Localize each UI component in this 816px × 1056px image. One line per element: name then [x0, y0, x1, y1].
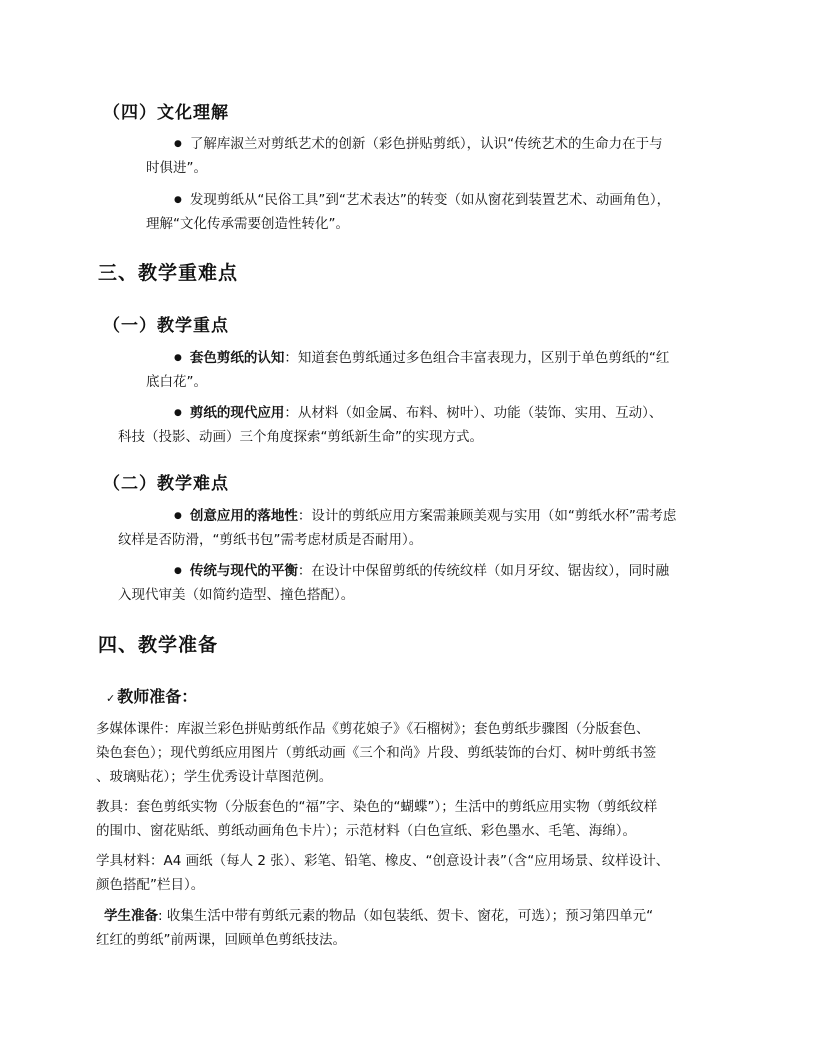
bullet-icon: ● — [174, 511, 182, 521]
term-label: 套色剪纸的认知 — [189, 350, 285, 366]
list-item: ● 剪纸的现代应用：从材料（如金属、布料、树叶）、功能（装饰、实用、互动）、 — [174, 405, 663, 421]
list-item: ● 发现剪纸从“民俗工具”到“艺术表达”的转变（如从窗花到装置艺术、动画角色）， — [174, 192, 671, 208]
list-item-continuation: 入现代审美（如简约造型、撞色搭配）。 — [118, 587, 355, 603]
paragraph-teaching-aids: 教具：套色剪纸实物（分版套色的“福”字、染色的“蝴蝶”）；生活中的剪纸应用实物（剪纸纹样 的围巾、窗花贴纸、剪纸动画角色卡片）；示范材料（白色宣纸、彩色墨水、毛笔、海绵）。 — [96, 799, 658, 839]
paragraph-student-materials: 学具材料：A4 画纸（每人 2 张）、彩笔、铅笔、橡皮、“创意设计表”（含“应用场景、纹样设计、 颜色搭配”栏目）。 — [96, 853, 670, 893]
section-heading-culture: （四）文化理解 — [103, 103, 229, 123]
section-heading-key-points: 三、教学重难点 — [98, 262, 239, 284]
section-heading-preparation: 四、教学准备 — [98, 634, 219, 656]
bullet-icon: ● — [174, 195, 182, 205]
list-item: ● 套色剪纸的认知：知道套色剪纸通过多色组合丰富表现力，区别于单色剪纸的“红 — [174, 350, 670, 366]
bullet-icon: ● — [174, 139, 182, 149]
bullet-icon: ● — [174, 408, 182, 418]
teacher-prep-heading: ✓ 教师准备： — [106, 687, 198, 706]
bullet-icon: ● — [174, 566, 182, 576]
paragraph-student-prep: 学生准备: 收集生活中带有剪纸元素的物品（如包装纸、贺卡、窗花，可选）；预习第四单元“ 红红的剪纸”前两课，回顾单色剪纸技法。 — [96, 908, 654, 948]
term-label: 剪纸的现代应用 — [189, 405, 285, 421]
list-item-continuation: 纹样是否防滑，“剪纸书包”需考虑材质是否耐用）。 — [118, 532, 423, 548]
list-item-continuation: 底白花”。 — [146, 374, 207, 390]
check-icon: ✓ — [106, 692, 116, 705]
list-item: ● 了解库淑兰对剪纸艺术的创新（彩色拼贴剪纸），认识“传统艺术的生命力在于与 — [174, 136, 663, 152]
subsection-heading-key: （一）教学重点 — [103, 316, 229, 336]
list-item-continuation: 时俱进”。 — [146, 160, 207, 176]
term-label: 创意应用的落地性 — [189, 508, 298, 524]
list-item: ● 创意应用的落地性：设计的剪纸应用方案需兼顾美观与实用（如“剪纸水杯”需考虑 — [174, 508, 677, 524]
bullet-icon: ● — [174, 353, 182, 363]
subsection-heading-difficulty: （二）教学难点 — [103, 474, 229, 494]
term-label: 传统与现代的平衡 — [189, 563, 298, 579]
list-item-continuation: 理解“文化传承需要创造性转化”。 — [146, 216, 349, 232]
list-item-continuation: 科技（投影、动画）三个角度探索“剪纸新生命”的实现方式。 — [118, 429, 483, 445]
student-prep-label: 学生准备 — [104, 908, 158, 924]
paragraph-multimedia: 多媒体课件：库淑兰彩色拼贴剪纸作品《剪花娘子》《石榴树》；套色剪纸步骤图（分版套色、 染色套色）；现代剪纸应用图片（剪纸动画《三个和尚》片段、剪纸装饰的台灯、树叶剪纸书签 、玻璃贴花）；学生优秀设计草图范例。 — [96, 721, 657, 785]
list-item: ● 传统与现代的平衡：在设计中保留剪纸的传统纹样（如月牙纹、锯齿纹），同时融 — [174, 563, 670, 579]
